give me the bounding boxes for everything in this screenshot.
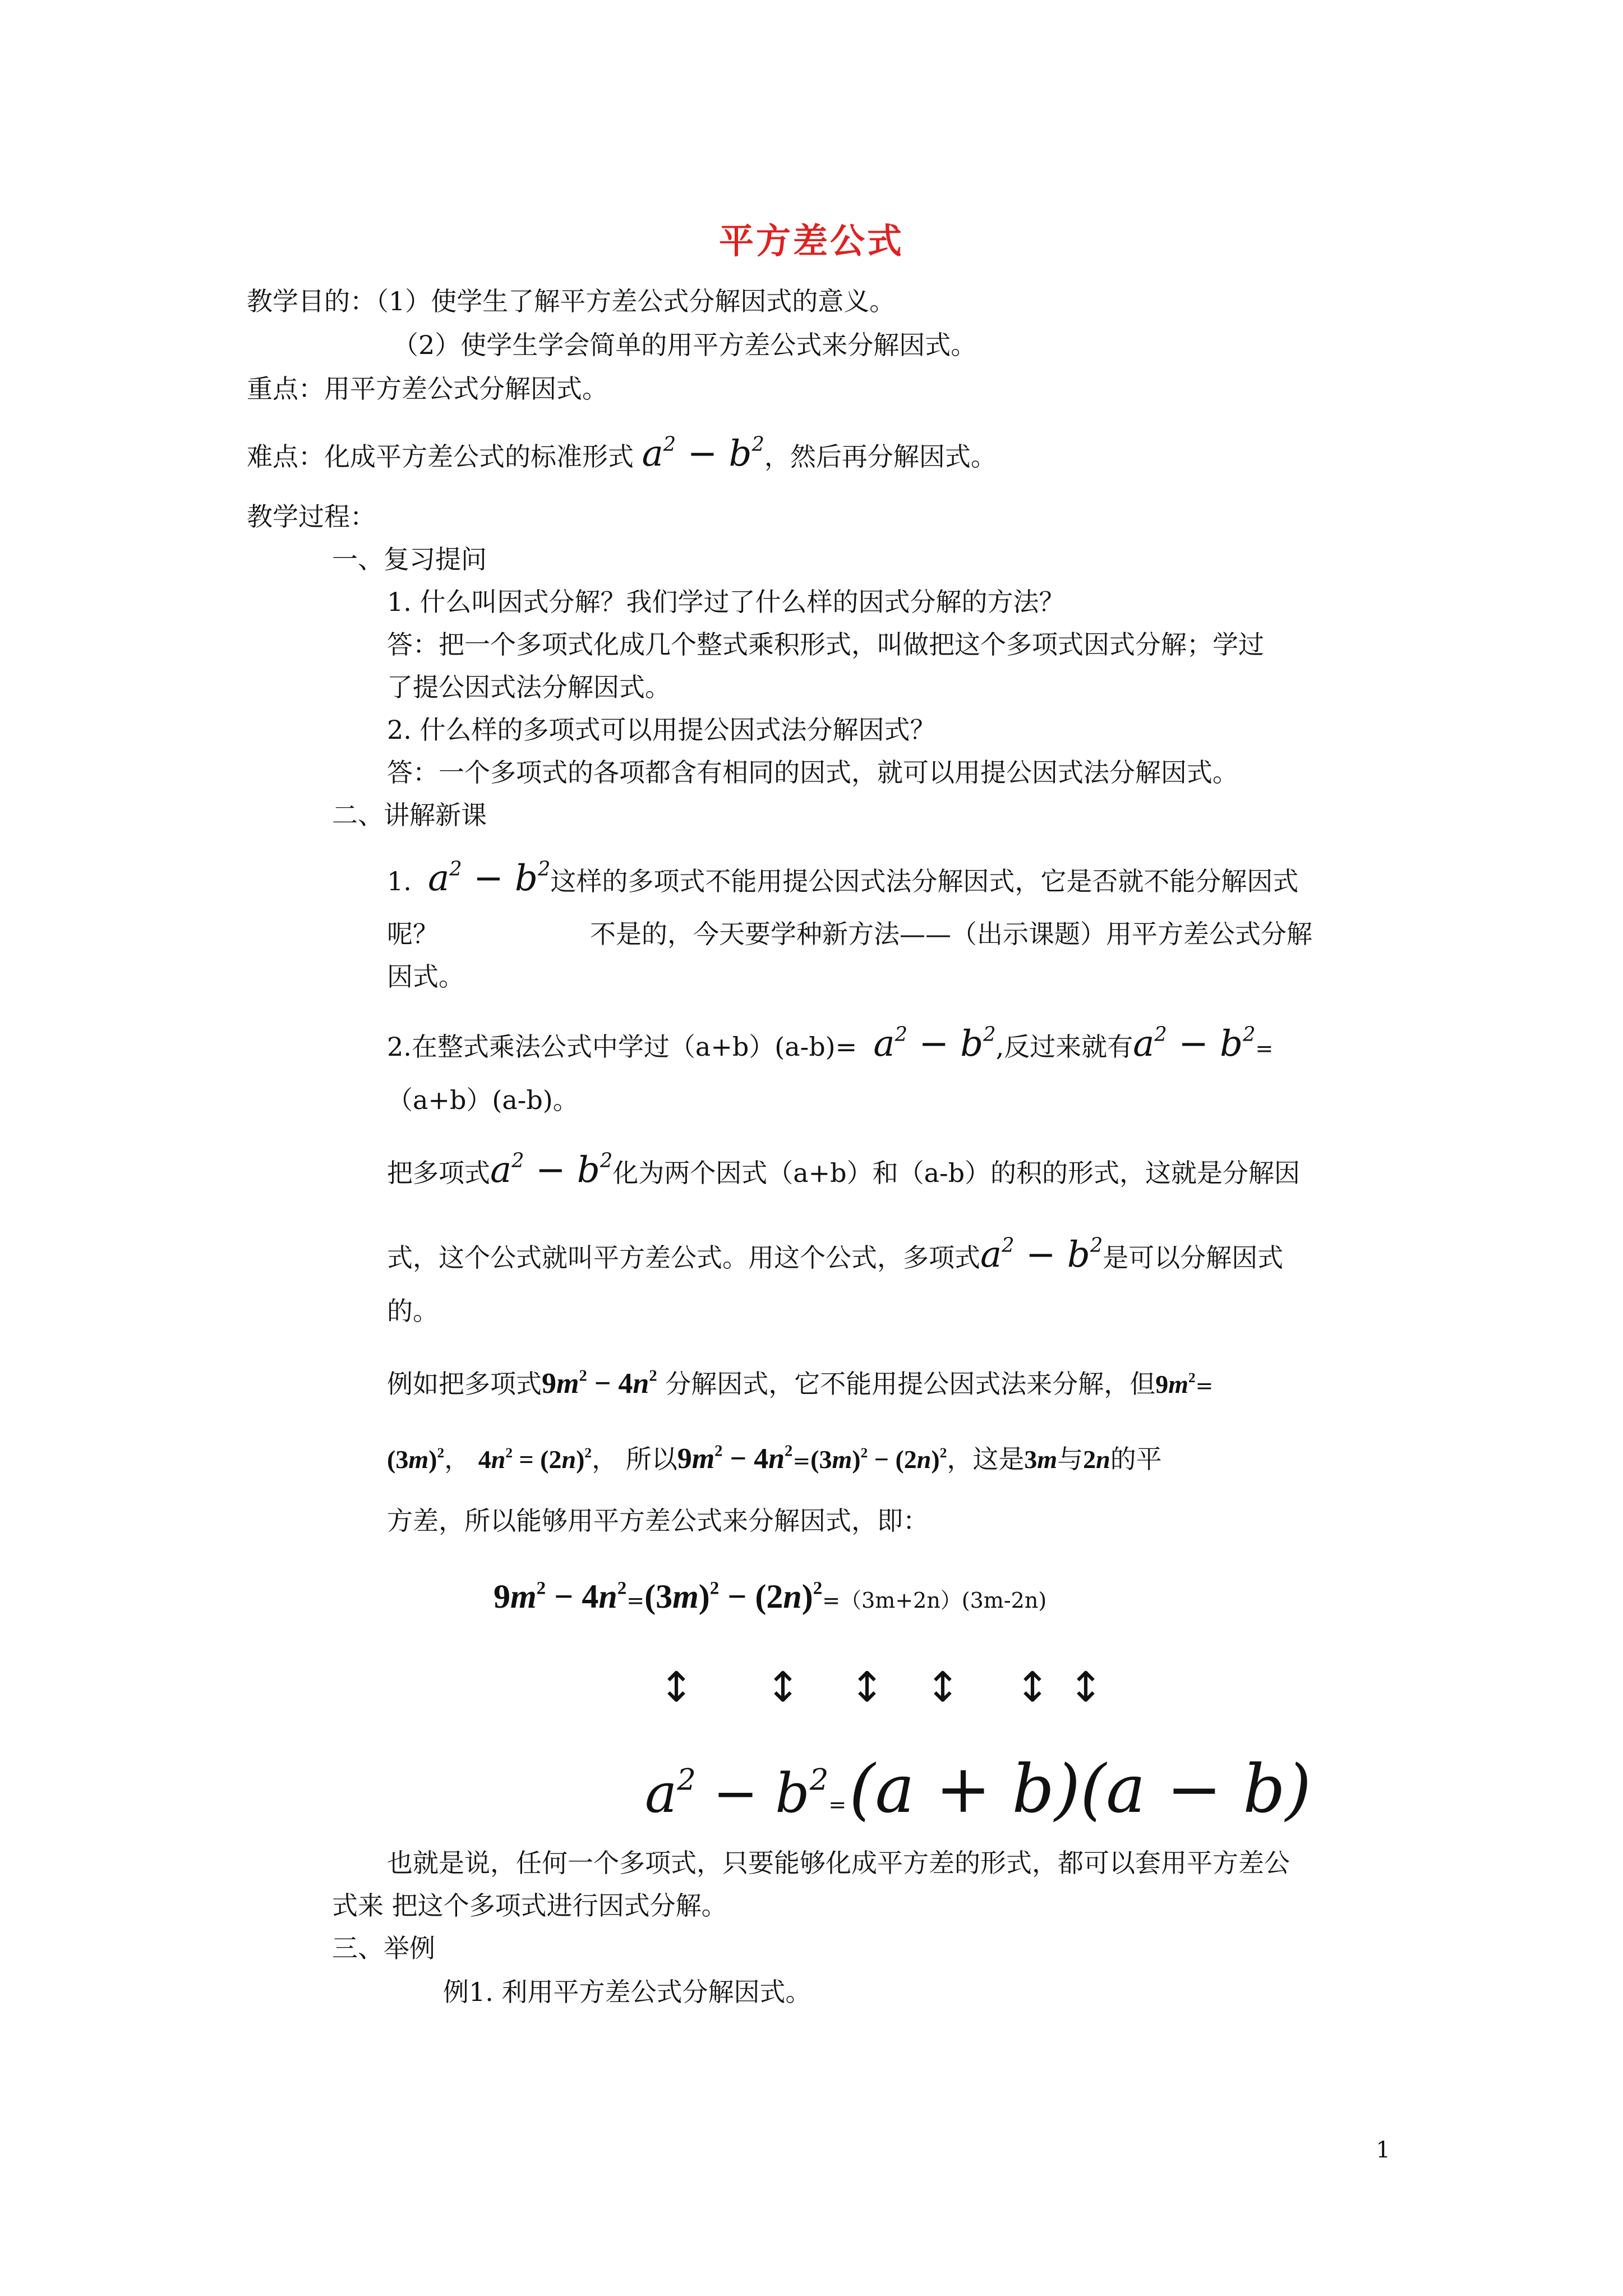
para3-text-b: 化为两个因式（a+b）和（a-b）的积的形式，这就是分解因 [612, 1158, 1301, 1188]
question-1: 1. 什么叫因式分解？我们学过了什么样的因式分解的方法？ [387, 587, 1065, 617]
section2-heading: 二、讲解新课 [332, 800, 487, 830]
section1-heading: 一、复习提问 [332, 544, 487, 574]
updown-arrow-icon: ↕ [766, 1663, 801, 1711]
formula-a2-b2: $a^2 - b^2$ [428, 857, 551, 899]
para5-equals: = [1195, 1373, 1214, 1398]
answer-2: 答：一个多项式的各项都含有相同的因式，就可以用提公因式法分解因式。 [387, 757, 1238, 788]
objectives-line-1 [247, 284, 895, 319]
formula-3m2-minus-2n2: $(3m)^2 - (2n)^2$ [644, 1578, 823, 1615]
formula-a2-b2: $a^2 - b^2$ [873, 1023, 996, 1065]
answer-1-line-1: 答：把一个多项式化成几个整式乘积形式，叫做把这个多项式因式分解；学过 [387, 629, 1264, 660]
updown-arrow-icon: ↕ [1015, 1663, 1050, 1711]
difficulty-suffix: ，然后再分解因式。 [764, 441, 997, 472]
para1-answer: 不是的，今天要学种新方法——（出示课题）用平方差公式分解 [590, 919, 1312, 949]
para6-text-d: ，这是 [947, 1444, 1025, 1474]
formula-3m2-minus-2n2: $(3m)^2 - (2n)^2$ [810, 1445, 947, 1474]
para5-text-a: 例如把多项式 [387, 1369, 542, 1399]
para7-line: 方差，所以能够用平方差公式来分解因式，即： [387, 1506, 929, 1536]
para6-comma: ， [444, 1444, 471, 1474]
formula-a2-b2: $a^2 - b^2$ [490, 1149, 613, 1191]
objective-1: （1）使学生了解平方差公式分解因式的意义。 [376, 286, 896, 316]
para6-equals: = [792, 1448, 811, 1473]
para2-line-1 [387, 1023, 1274, 1066]
difficulty-prefix: 难点：化成平方差公式的标准形式 [247, 441, 634, 472]
example-1: 例1. 利用平方差公式分解因式。 [443, 1977, 811, 2007]
question-2: 2. 什么样的多项式可以用提公因式法分解因式？ [387, 715, 936, 745]
para6-text-e: 与 [1057, 1444, 1083, 1474]
para2-text-a: 2.在整式乘法公式中学过（a+b）(a-b)= [387, 1032, 857, 1062]
correspondence-arrows [0, 1665, 1623, 1715]
updown-arrow-icon: ↕ [925, 1663, 961, 1711]
para1-line-2 [387, 917, 1312, 951]
answer-1-line-2: 了提公因式法分解因式。 [387, 672, 671, 702]
formula-a2-b2: $a^2 - b^2$ [980, 1234, 1103, 1276]
para4-text-a: 式，这个公式就叫平方差公式。用这个公式，多项式 [387, 1243, 980, 1273]
formula-display-line [494, 1579, 1046, 1618]
formula-4n2-eq-2n-squared: $4n^2 = (2n)^2$ [478, 1445, 592, 1474]
para1-line-3: 因式。 [387, 961, 464, 992]
summary-line-2: 式来 把这个多项式进行因式分解。 [332, 1890, 727, 1921]
para2-line-2: （a+b）(a-b)。 [387, 1085, 579, 1115]
para4-line-2: 的。 [387, 1296, 439, 1326]
para6-line [387, 1442, 1162, 1478]
general-formula [645, 1750, 1311, 1828]
para1-question: 呢？ [387, 919, 439, 949]
para4-line-1 [387, 1234, 1284, 1276]
para2-equals: = [1255, 1036, 1274, 1061]
objective-2: （2）使学生学会简单的用平方差公式来分解因式。 [393, 330, 977, 360]
para6-text-b: ， 所以 [592, 1444, 677, 1474]
para3-line [387, 1149, 1301, 1191]
formula-equals-1: = [626, 1588, 645, 1613]
para1-text: 这样的多项式不能用提公因式法分解因式，它是否就不能分解因式 [550, 866, 1299, 896]
formula-9m2: $9m^2$ [1155, 1370, 1196, 1398]
formula-a2-b2: $a^2 - b^2$ [645, 1762, 829, 1825]
formula-a2-b2: $a^2 - b^2$ [1133, 1023, 1256, 1065]
para6-text-f: 的平 [1110, 1444, 1162, 1474]
formula-a-plus-b-a-minus-b: (a + b)(a − b) [849, 1750, 1311, 1828]
para4-text-b: 是可以分解因式 [1103, 1243, 1284, 1273]
updown-arrow-icon: ↕ [850, 1663, 885, 1711]
formula-factored: =（3m+2n）(3m-2n) [822, 1588, 1047, 1613]
section3-heading: 三、举例 [332, 1933, 435, 1963]
difficulty-line [247, 432, 997, 475]
formula-9m2-4n2: $9m^2 - 4n^2$ [677, 1442, 793, 1475]
para5-text-b: 分解因式，它不能用提公因式法来分解，但 [665, 1369, 1156, 1399]
objectives-label: 教学目的： [247, 286, 376, 316]
formula-9m2-4n2: $9m^2 - 4n^2$ [542, 1367, 657, 1400]
formula-9m2-4n2: $9m^2 - 4n^2$ [494, 1578, 627, 1615]
updown-arrow-icon: ↕ [1068, 1663, 1104, 1711]
para5-line [387, 1366, 1214, 1403]
updown-arrow-icon: ↕ [659, 1663, 694, 1711]
para2-text-b: ,反过来就有 [995, 1032, 1133, 1062]
general-formula-equals: = [828, 1792, 847, 1817]
para3-text-a: 把多项式 [387, 1158, 490, 1188]
para1-number: 1. [387, 866, 412, 896]
para1-line-1 [387, 857, 1299, 899]
term-3m: 3m [1024, 1445, 1058, 1474]
page-number: 1 [1376, 2137, 1390, 2163]
summary-line-1: 也就是说，任何一个多项式，只要能够化成平方差的形式，都可以套用平方差公 [387, 1848, 1290, 1878]
formula-3m-squared: $(3m)^2$ [387, 1445, 445, 1474]
formula-a2-b2: $a^2 - b^2$ [642, 432, 764, 475]
term-2n: 2n [1083, 1445, 1110, 1474]
page-title: 平方差公式 [718, 220, 904, 261]
process-label: 教学过程： [247, 501, 376, 532]
key-point: 重点：用平方差公式分解因式。 [247, 374, 608, 404]
